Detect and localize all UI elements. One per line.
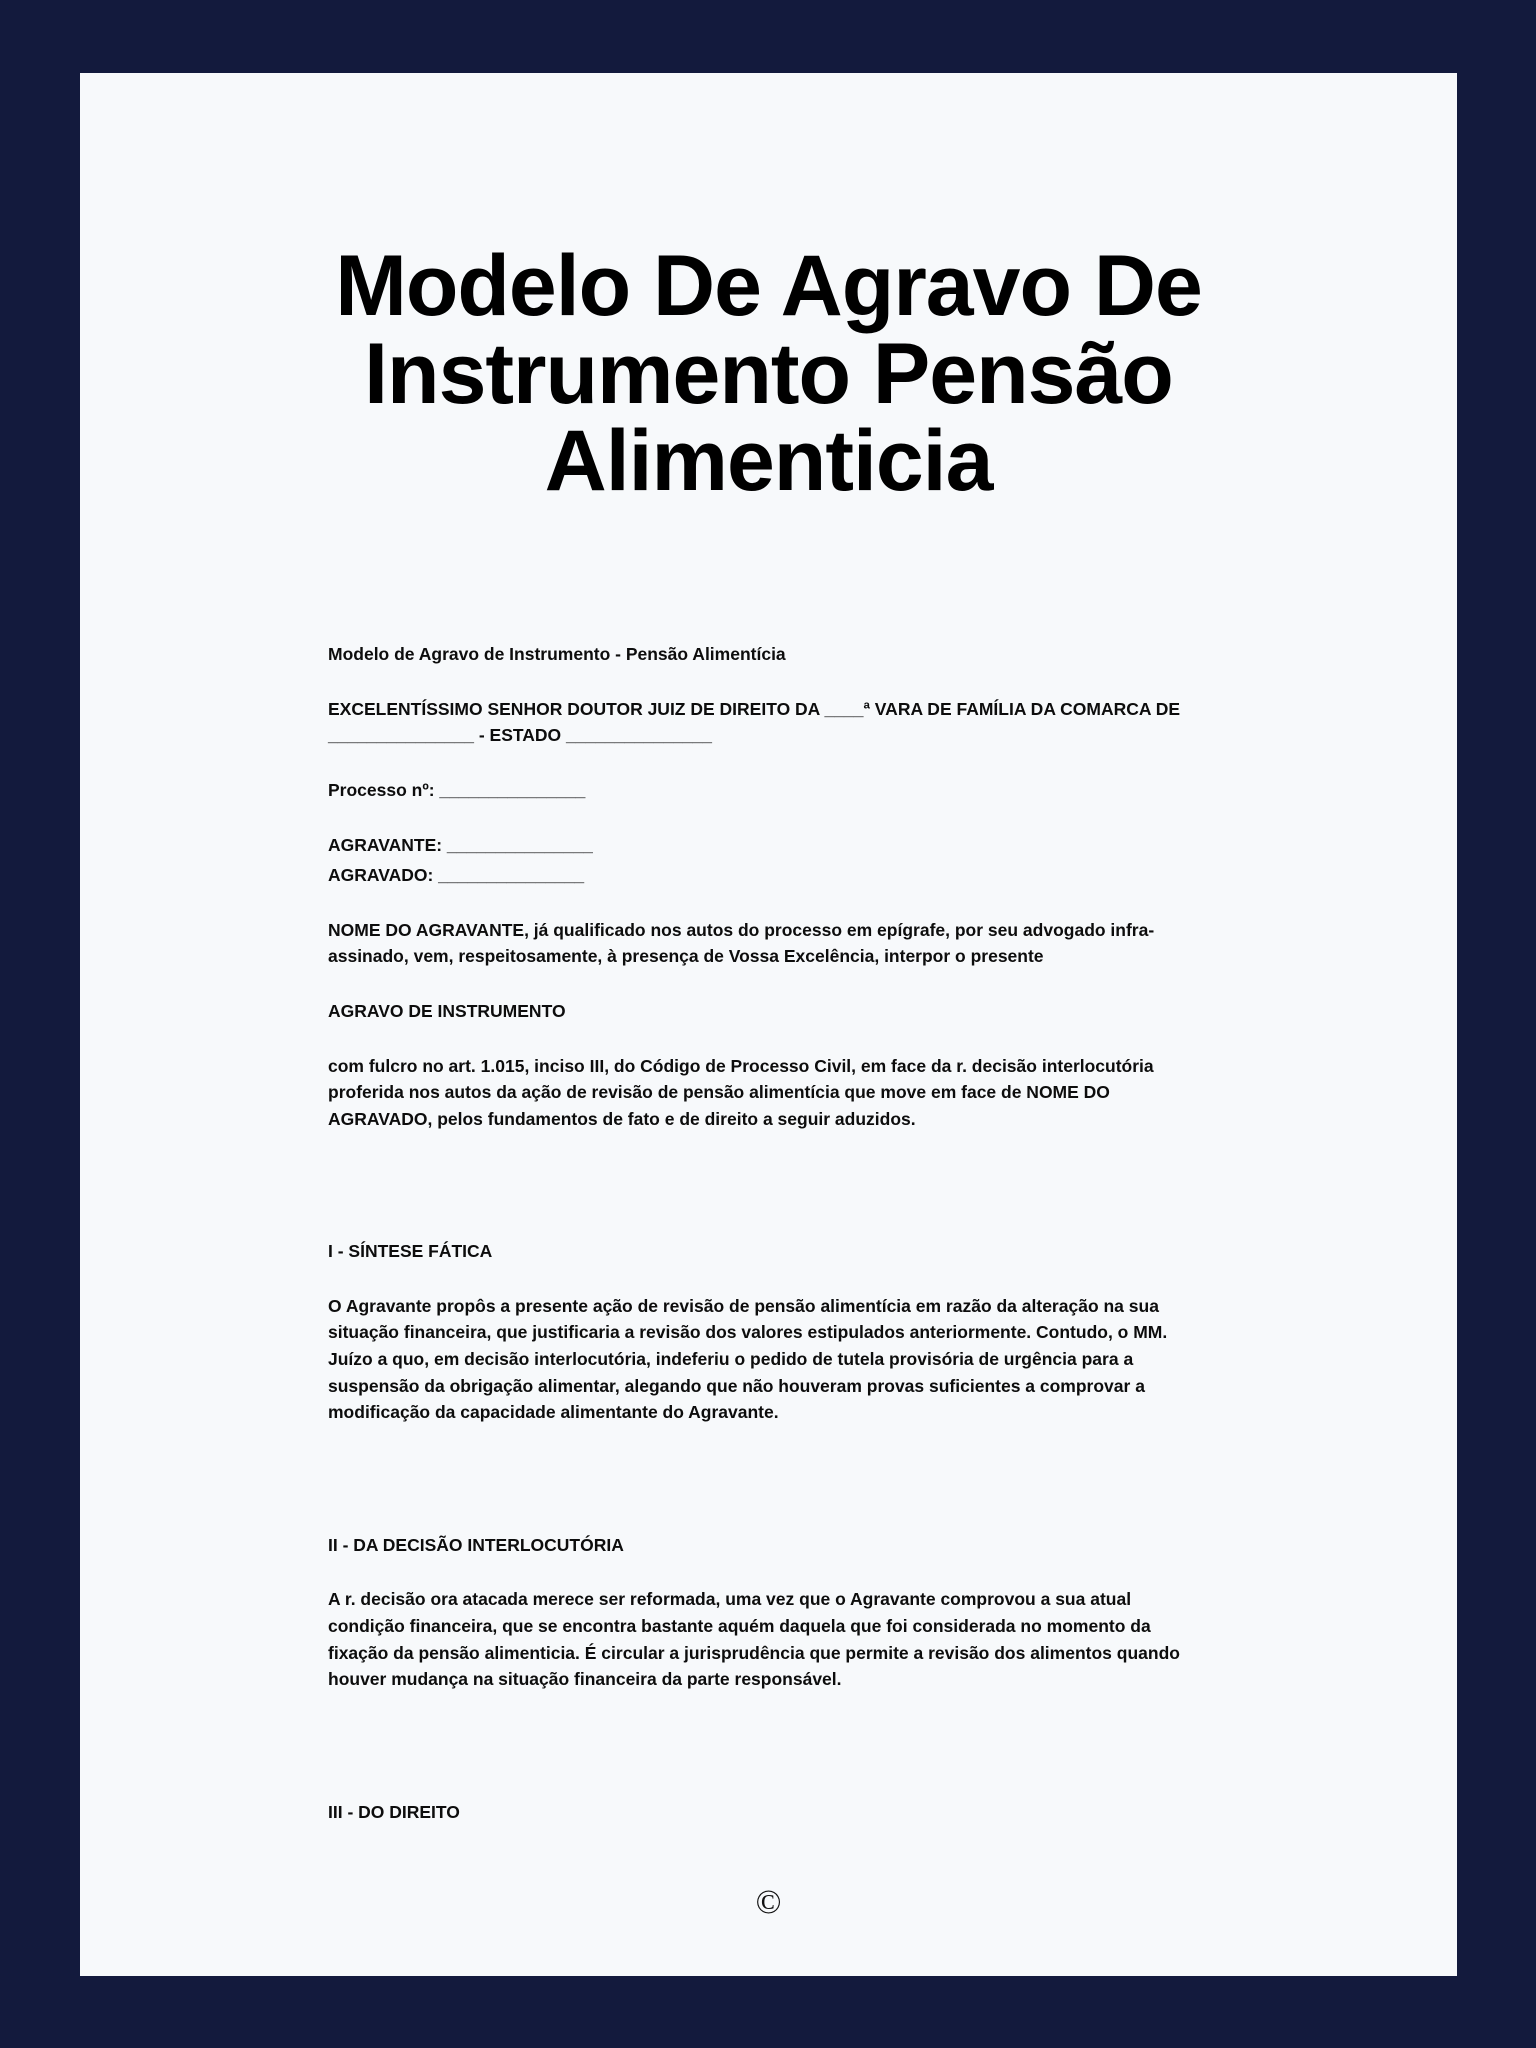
agravado-line: AGRAVADO: _______________ [328, 865, 585, 886]
agravante-line: AGRAVANTE: _______________ [328, 834, 593, 855]
document-body [80, 506, 1457, 1825]
page-title: Modelo De Agravo De Instrumento Pensão Alimenticia [335, 238, 1202, 510]
section-3-title: III - DO DIREITO [328, 1801, 460, 1822]
section-1-body: O Agravante propôs a presente ação de revisão de pensão alimentícia em razão da alteração na sua situação financeira, que justificaria a revisão dos valores estipulados anteriormente. Contudo, o MM. Juízo a quo, em decisão interlocutória, indeferiu o pedido de tutela provisória de urgência para a suspensão da obrigação alimentar, alegando que não houveram provas suficientes a comprovar a modificação da capacidade alimentante do Agravante. [328, 1295, 1168, 1423]
fulcro-paragraph: com fulcro no art. 1.015, inciso III, do Código de Processo Civil, em face da r. decisão interlocutória proferida nos autos da ação de revisão de pensão alimentícia que move em face de NOME DO AGRAVADO, pelos fundamentos de fato e de direito a seguir aduzidos. [328, 1055, 1154, 1129]
document-page [80, 73, 1457, 1976]
intro-paragraph: NOME DO AGRAVANTE, já qualificado nos autos do processo em epígrafe, por seu advogado infra-assinado, vem, respeitosamente, à presença de Vossa Excelência, interpor o presente [328, 919, 1155, 967]
section-2-body: A r. decisão ora atacada merece ser reformada, uma vez que o Agravante comprovou a sua atual condição financeira, que se encontra bastante aquém daquela que foi considerada no momento da fixação da pensão alimenticia. É circular a jurisprudência que permite a revisão dos alimentos quando houver mudança na situação financeira da parte responsável. [328, 1589, 1180, 1690]
copyright-icon: © [755, 1884, 782, 1921]
process-number: Processo nº: _______________ [328, 779, 586, 800]
instrument-label: AGRAVO DE INSTRUMENTO [328, 1000, 566, 1021]
document-subtitle: Modelo de Agravo de Instrumento - Pensão Alimentícia [328, 644, 786, 665]
court-heading: EXCELENTÍSSIMO SENHOR DOUTOR JUIZ DE DIREITO DA ____ª VARA DE FAMÍLIA DA COMARCA DE _______________ - ESTADO _______________ [328, 698, 1181, 746]
section-2-title: II - DA DECISÃO INTERLOCUTÓRIA [328, 1534, 624, 1555]
section-1-title: I - SÍNTESE FÁTICA [328, 1241, 493, 1262]
